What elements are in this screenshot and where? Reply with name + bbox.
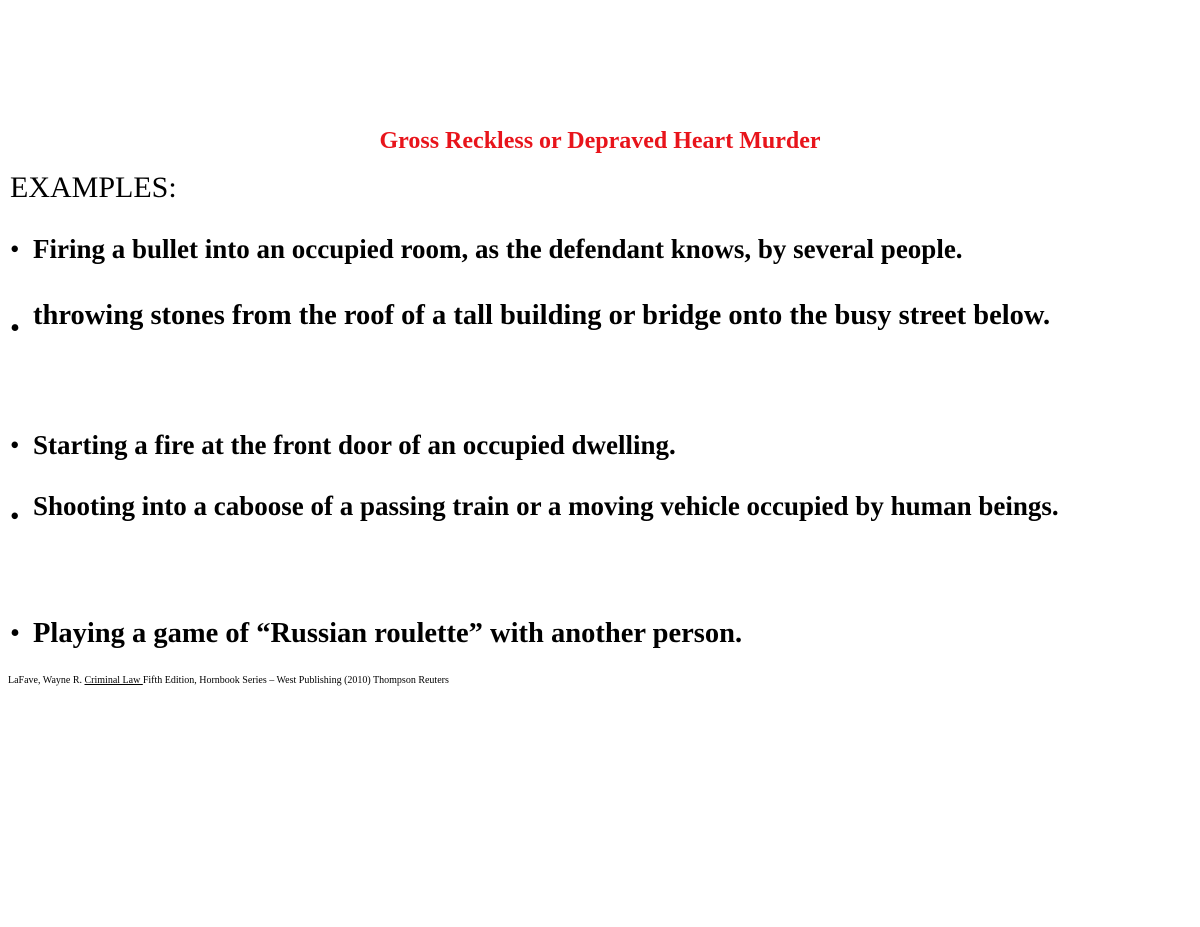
bullet-text: Firing a bullet into an occupied room, as the defendant knows, by several people. — [33, 234, 963, 264]
citation — [8, 674, 449, 688]
bullet-text: Shooting into a caboose of a passing train or a moving vehicle occupied by human beings. — [33, 491, 1059, 521]
slide-title: Gross Reckless or Depraved Heart Murder — [379, 128, 821, 154]
examples-heading: EXAMPLES: — [10, 171, 177, 204]
bullet-text: Starting a fire at the front door of an occupied dwelling. — [33, 430, 676, 460]
bullet-dot-icon: • — [10, 501, 20, 531]
citation-author: LaFave, Wayne R. — [8, 675, 85, 686]
bullet-item-4 — [10, 488, 1195, 544]
bullet-dot-icon: • — [10, 430, 20, 460]
bullet-item-2 — [10, 299, 1195, 399]
bullet-text: throwing stones from the roof of a tall building or bridge onto the busy street below. — [33, 300, 1051, 331]
bullet-text: Playing a game of “Russian roulette” with another person. — [33, 618, 743, 649]
bullet-dot-icon: • — [10, 234, 20, 264]
bullet-dot-icon: • — [10, 618, 20, 649]
bullet-dot-icon: • — [10, 313, 20, 344]
bullet-item-1 — [10, 231, 1195, 267]
citation-details: Fifth Edition, Hornbook Series – West Publishing (2010) Thompson Reuters — [142, 675, 449, 686]
bullet-item-3 — [10, 427, 1195, 463]
citation-book-title: Criminal Law — [84, 675, 143, 686]
bullet-item-5 — [10, 615, 1195, 653]
